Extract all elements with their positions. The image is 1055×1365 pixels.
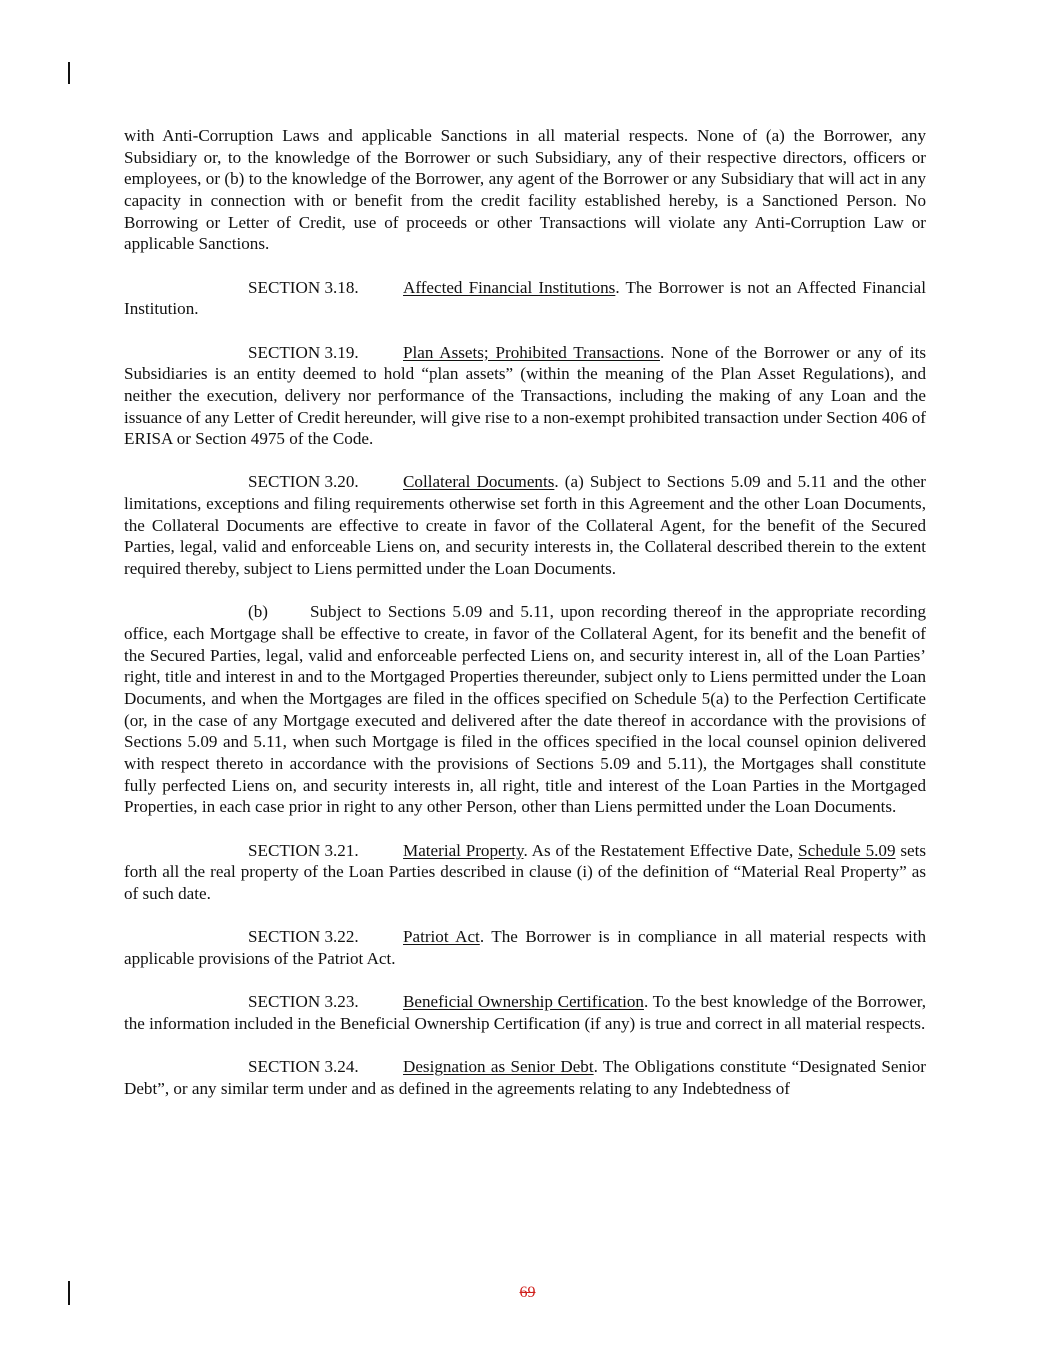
section-3-21 bbox=[124, 840, 926, 905]
section-body: . (a) Subject to Sections 5.09 and 5.11 and the other limitations, exceptions and filing requirements otherwise set forth in this Agreement and the other Loan Documents, the Collateral Documents are effective to create in favor of the Collateral Agent, for the benefit of the Secured Parties, legal, valid and enforceable Liens on, and security interests in, the Collateral described therein to the extent required thereby, subject to Liens permitted under the Loan Documents. bbox=[124, 472, 926, 579]
clause-body: Subject to Sections 5.09 and 5.11, upon recording thereof in the appropriate recording office, each Mortgage shall be effective to create, in favor of the Collateral Agent, for its benefit and the benefit of the Secured Parties, legal, valid and enforceable perfected Liens on, and security interest in, all of the Loan Parties’ right, title and interest in and to the Mortgaged Properties thereunder, subject only to Liens permitted under the Loan Documents, and when the Mortgages are filed in the offices specified on Schedule 5(a) to the Perfection Certificate (or, in the case of any Mortgage executed and delivered after the date thereof in accordance with the provisions of Sections 5.09 and 5.11, when such Mortgage is filed in the offices specified in the local counsel opinion delivered with respect thereto in accordance with the provisions of Sections 5.09 and 5.11), the Mortgages shall constitute fully perfected Liens on, and security interests in, all right, title and interest of the Loan Parties in the Mortgaged Properties, in each case prior in right to any other Person, other than Liens permitted under the Loan Documents. bbox=[124, 602, 926, 817]
section-number: SECTION 3.22. bbox=[248, 927, 359, 947]
section-3-23 bbox=[124, 991, 926, 1034]
section-3-22 bbox=[124, 926, 926, 969]
section-3-20-b bbox=[124, 601, 926, 818]
section-number: SECTION 3.21. bbox=[248, 840, 359, 860]
section-heading: Material Property bbox=[403, 840, 524, 860]
section-body: . The Obligations constitute “Designated Senior Debt”, or any similar term under and as defined in the agreements relating to any Indebtedness of bbox=[124, 1057, 926, 1098]
intro-paragraph bbox=[124, 125, 926, 255]
section-3-20 bbox=[124, 471, 926, 579]
section-number: SECTION 3.19. bbox=[248, 342, 359, 362]
section-body: . The Borrower is in compliance in all material respects with applicable provisions of the Patriot Act. bbox=[124, 927, 926, 968]
clause-marker: (b) bbox=[248, 602, 268, 622]
change-bar-top bbox=[68, 62, 70, 84]
section-body-end: sets forth all the real property of the Loan Parties described in clause (i) of the definition of “Material Real Property” as of such date. bbox=[124, 840, 926, 903]
document-body bbox=[124, 125, 926, 1121]
schedule-reference: Schedule 5.09 bbox=[798, 840, 896, 860]
section-heading: Designation as Senior Debt bbox=[403, 1057, 594, 1077]
section-heading: Plan Assets; Prohibited Transactions bbox=[403, 342, 661, 362]
section-3-24 bbox=[124, 1056, 926, 1099]
section-number: SECTION 3.18. bbox=[248, 277, 359, 297]
section-heading: Affected Financial Institutions bbox=[403, 277, 616, 297]
section-body: . To the best knowledge of the Borrower, the information included in the Beneficial Ownership Certification (if any) is true and correct in all material respects. bbox=[124, 992, 926, 1033]
section-body: . None of the Borrower or any of its Subsidiaries is an entity deemed to hold “plan assets” (within the meaning of the Plan Asset Regulations), and neither the execution, delivery nor performance of the Transactions, including the making of any Loan and the issuance of any Letter of Credit hereunder, will give rise to a non-exempt prohibited transaction under Section 406 of ERISA or Section 4975 of the Code. bbox=[124, 342, 927, 449]
section-heading: Collateral Documents bbox=[403, 472, 555, 492]
section-3-19 bbox=[124, 342, 926, 450]
section-body-start: . As of the Restatement Effective Date, bbox=[523, 840, 799, 860]
section-number: SECTION 3.20. bbox=[248, 472, 359, 492]
intro-text: with Anti-Corruption Laws and applicable Sanctions in all material respects. None of (a) the Borrower, any Subsidiary or, to the knowledge of the Borrower or such Subsidiary, any of their respective directors, officers or employees, or (b) to the knowledge of the Borrower, any agent of the Borrower or any Subsidiary that will act in any capacity in connection with or benefit from the credit facility established hereby, is a Sanctioned Person. No Borrowing or Letter of Credit, use of proceeds or other Transactions will violate any Anti-Corruption Law or applicable Sanctions. bbox=[124, 126, 926, 254]
section-heading: Beneficial Ownership Certification bbox=[403, 992, 644, 1012]
section-heading: Patriot Act bbox=[403, 927, 480, 947]
section-number: SECTION 3.23. bbox=[248, 992, 359, 1012]
page-number: 69 bbox=[519, 1284, 536, 1301]
section-3-18 bbox=[124, 277, 926, 320]
section-number: SECTION 3.24. bbox=[248, 1057, 359, 1077]
section-body: . The Borrower is not an Affected Financial Institution. bbox=[124, 277, 926, 319]
